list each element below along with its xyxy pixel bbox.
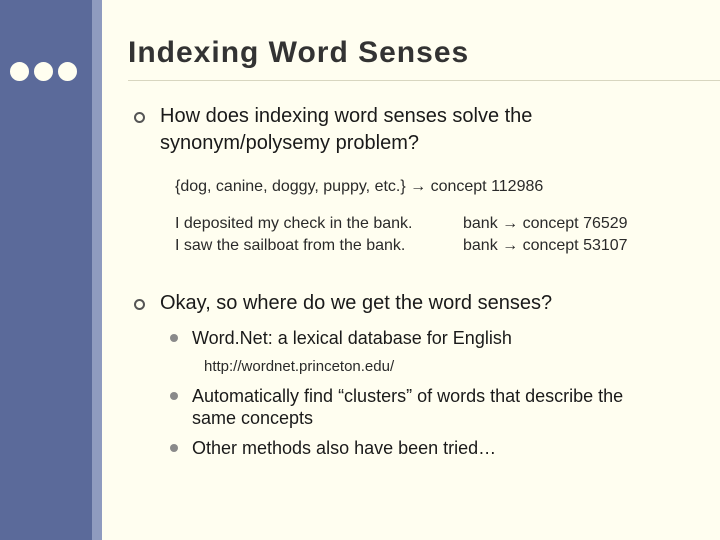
sub-bullet-icon [170,392,178,400]
wordnet-url: http://wordnet.princeton.edu/ [204,358,395,375]
dot-icon [10,62,29,81]
polysemy-sentence-2: I saw the sailboat from the bank. [175,237,406,254]
bullet-1-line-1: How does indexing word senses solve the [160,105,533,127]
title-divider [128,80,720,81]
polysemy-mapping-2: bank → concept 53107 [463,237,628,254]
ring-bullet-icon [134,299,145,310]
dot-icon [58,62,77,81]
sidebar-edge [92,0,102,540]
sub-bullet-other-methods: Other methods also have been tried… [192,438,497,458]
sub-bullet-clusters-line-2: same concepts [192,408,314,428]
sidebar-band [0,0,92,540]
sub-bullet-icon [170,334,178,342]
polysemy-mapping-1: bank → concept 76529 [463,215,628,232]
slide-title: Indexing Word Senses [128,36,470,69]
sub-bullet-icon [170,444,178,452]
polysemy-sentence-1: I deposited my check in the bank. [175,215,413,232]
sub-bullet-wordnet: Word.Net: a lexical database for English [192,328,512,348]
sub-bullet-clusters-line-1: Automatically find “clusters” of words that describe the [192,386,624,406]
decorative-dots [10,62,77,81]
dot-icon [34,62,53,81]
bullet-1-line-2: synonym/polysemy problem? [160,132,419,154]
synonym-example: {dog, canine, doggy, puppy, etc.} → concept 112986 [175,178,544,195]
bullet-2: Okay, so where do we get the word senses? [160,292,553,314]
ring-bullet-icon [134,112,145,123]
